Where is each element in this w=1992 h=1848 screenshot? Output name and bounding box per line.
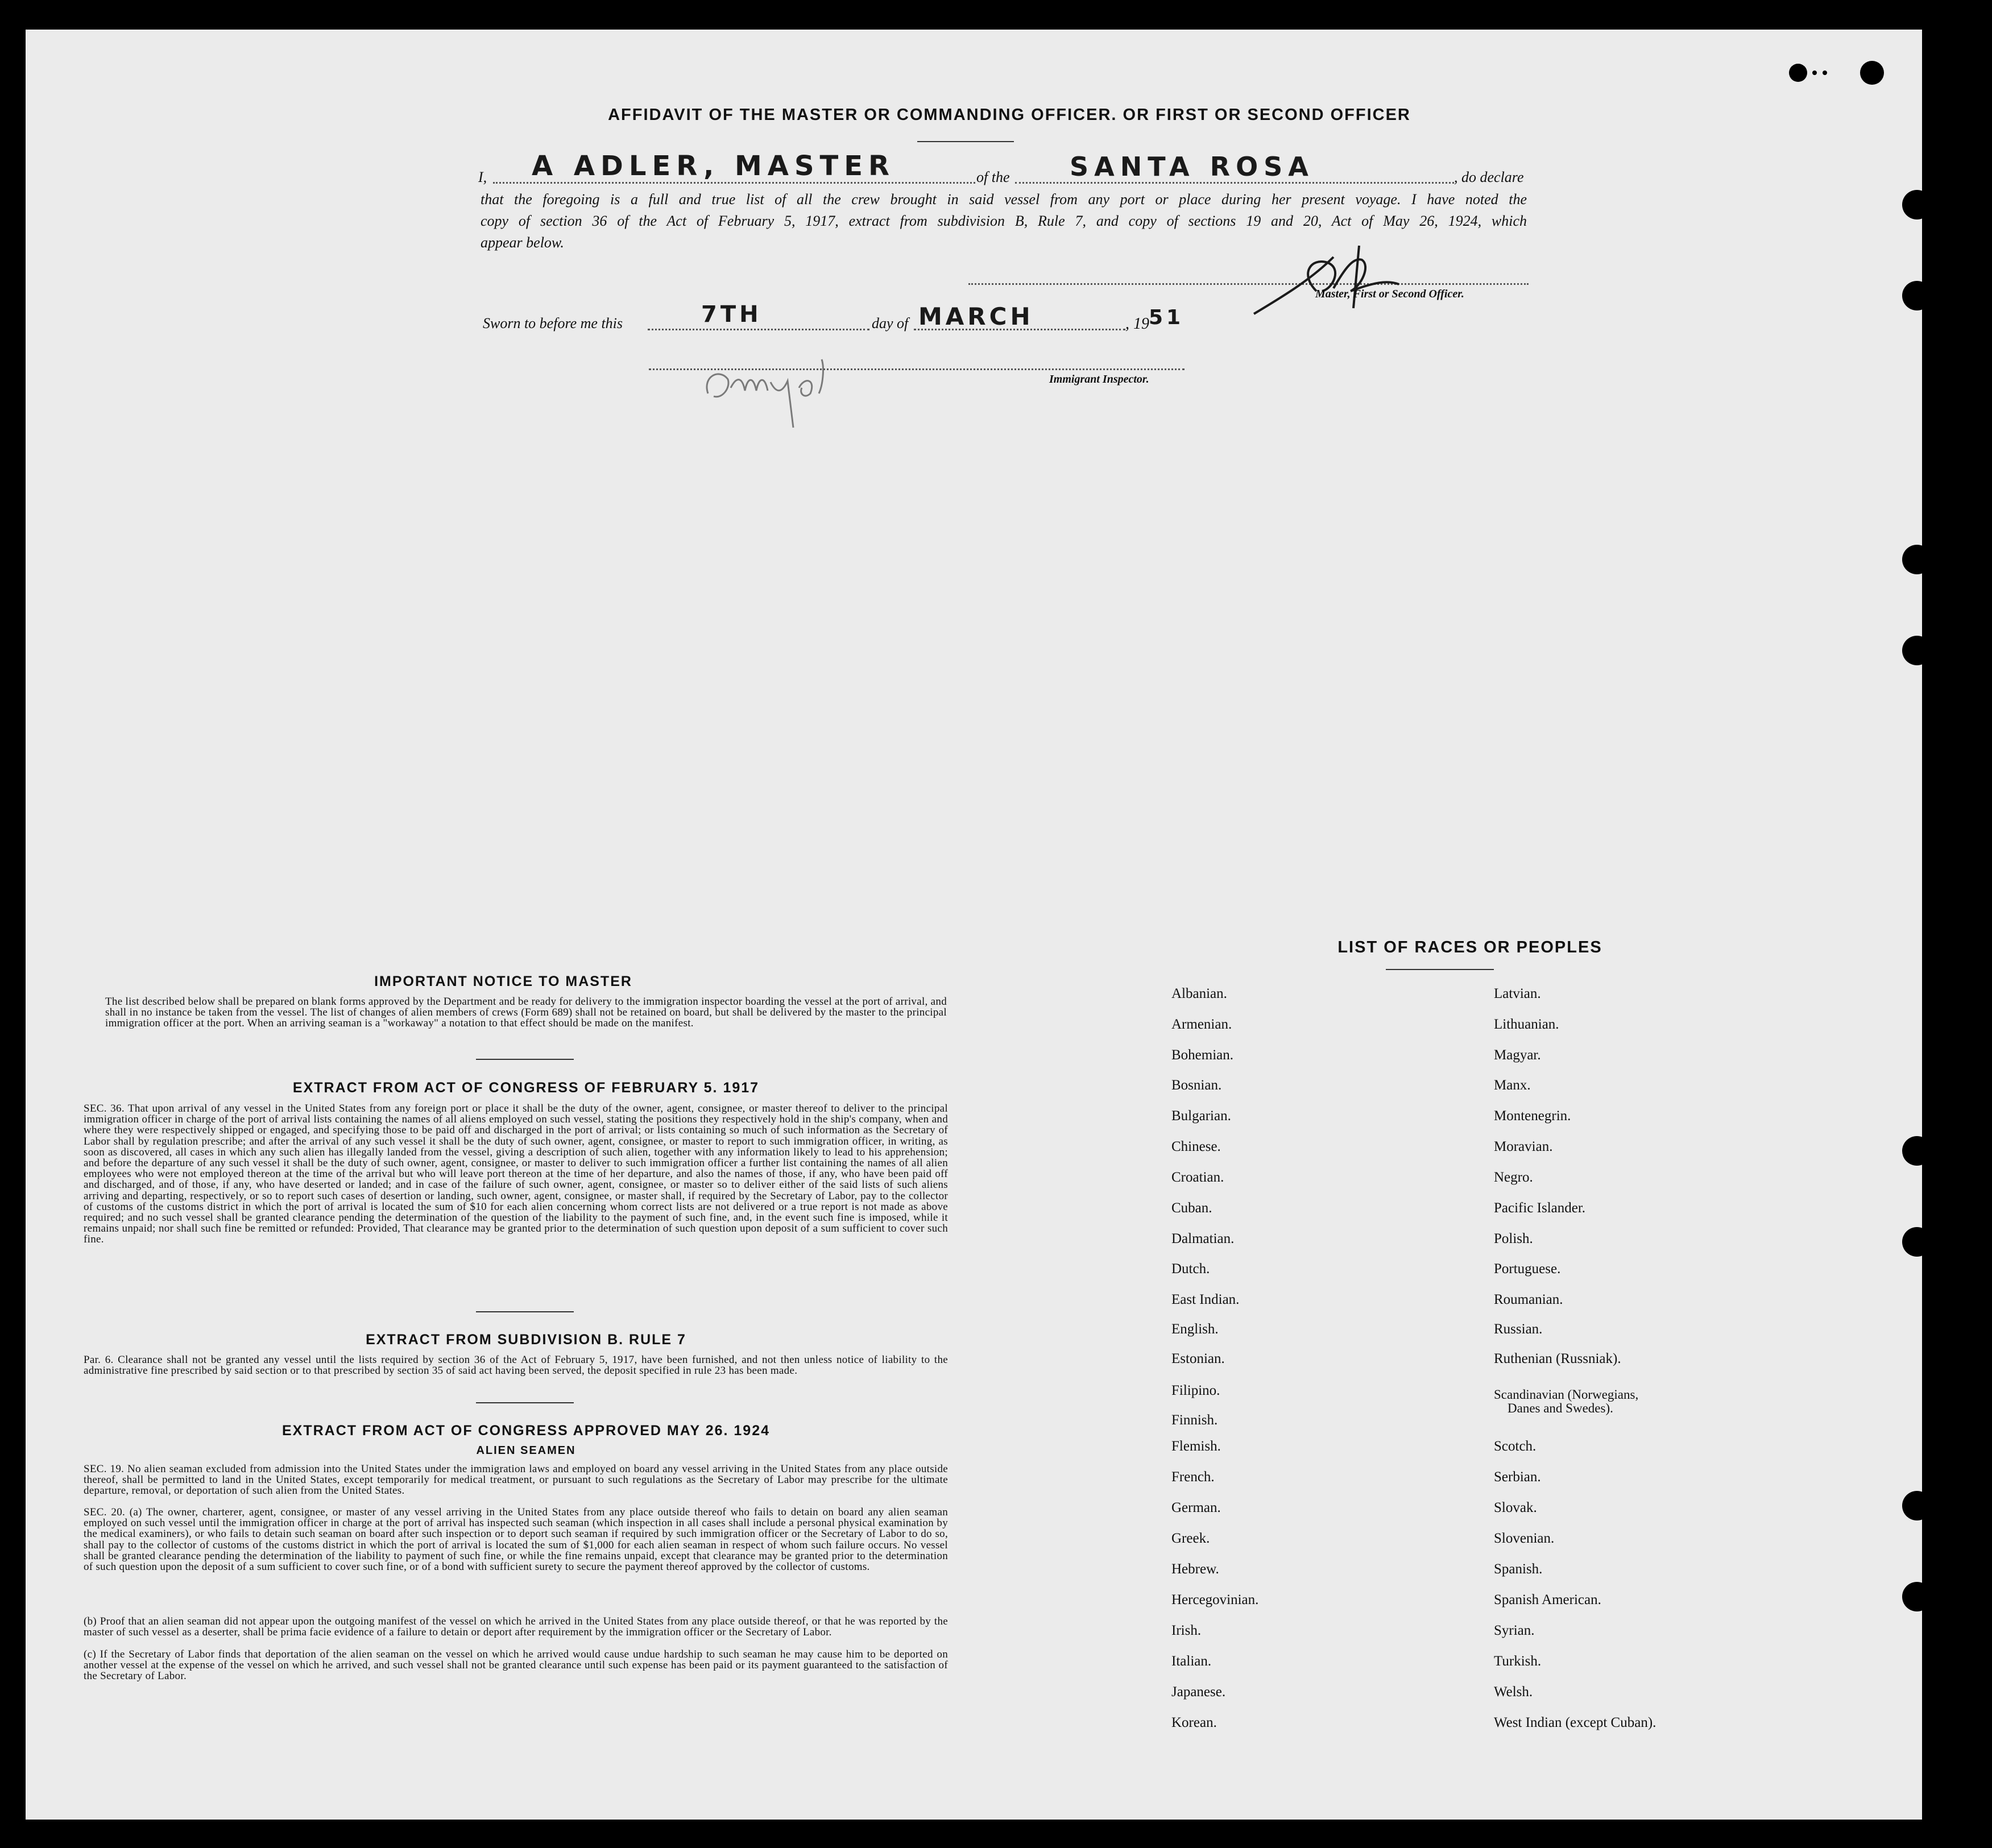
race-item: East Indian.: [1171, 1292, 1240, 1307]
races-title: LIST OF RACES OR PEOPLES: [1337, 938, 1602, 956]
race-item: Bosnian.: [1171, 1078, 1222, 1093]
race-item: Irish.: [1171, 1623, 1202, 1638]
do-declare-label: , do declare: [1454, 169, 1524, 185]
sworn-day-handwritten: 7TH: [701, 301, 762, 328]
master-name-handwritten: A ADLER, MASTER: [532, 150, 895, 182]
extract-1917-title: EXTRACT FROM ACT OF CONGRESS OF FEBRUARY 5. 1917: [292, 1080, 760, 1096]
race-item: Japanese.: [1171, 1684, 1226, 1700]
race-item: Portuguese.: [1494, 1261, 1561, 1277]
divider: [476, 1402, 574, 1403]
master-signature: [1248, 234, 1419, 320]
inspector-caption: Immigrant Inspector.: [1049, 373, 1149, 386]
race-item: Syrian.: [1494, 1623, 1535, 1638]
race-item: Italian.: [1171, 1654, 1212, 1669]
race-item: Scotch.: [1494, 1439, 1537, 1454]
race-item: Filipino.: [1171, 1383, 1220, 1398]
race-item: Albanian.: [1171, 986, 1227, 1001]
section-20b-text: (b) Proof that an alien seaman did not appear upon the outgoing manifest of the vessel on which he arrived in the United States from any place outside thereof, or that he was reported by the master of such vessel as a deserter, shall be prima facie evidence of a failure to detain or deport after requirement by the immigration officer or the Secretary of Labor.: [84, 1615, 948, 1639]
race-item: Slovenian.: [1494, 1531, 1555, 1546]
race-item: Russian.: [1494, 1321, 1543, 1337]
race-item: Chinese.: [1171, 1139, 1221, 1154]
extract-rule7-body: Par. 6. Clearance shall not be granted any vessel until the lists required by section 36 of the Act of February 5, 1917, have been furnished, and not then unless notice of liability to the administrative fine prescribed by said section or to that prescribed by section 35 of said act having been served, the deposit specified in rule 23 has been made.: [84, 1354, 948, 1377]
race-item: French.: [1171, 1469, 1215, 1485]
punch-hole: [1902, 1582, 1932, 1611]
punch-hole: [1902, 1491, 1932, 1520]
race-item: Bulgarian.: [1171, 1108, 1231, 1124]
race-item: Korean.: [1171, 1715, 1217, 1730]
sworn-day-line: [648, 329, 869, 330]
race-item: Roumanian.: [1494, 1292, 1563, 1307]
race-item: Polish.: [1494, 1231, 1533, 1246]
punch-hole: [1902, 636, 1932, 665]
race-item: Slovak.: [1494, 1500, 1537, 1515]
divider: [476, 1311, 574, 1312]
extract-rule7-title: EXTRACT FROM SUBDIVISION B. RULE 7: [366, 1332, 686, 1348]
race-item: Cuban.: [1171, 1200, 1212, 1216]
punch-hole: [1860, 61, 1884, 85]
punch-hole: [1902, 1227, 1932, 1257]
document-sheet: [26, 30, 1922, 1820]
race-item: Spanish.: [1494, 1561, 1543, 1577]
race-item: Hebrew.: [1171, 1561, 1219, 1577]
race-item: Danes and Swedes).: [1508, 1401, 1613, 1415]
punch-hole: [1812, 71, 1817, 75]
year-prefix: , 19: [1125, 315, 1149, 333]
race-item: Lithuanian.: [1494, 1017, 1559, 1032]
inspector-signature: [697, 337, 867, 439]
race-item: German.: [1171, 1500, 1221, 1515]
race-item: Spanish American.: [1494, 1592, 1601, 1607]
race-item: Flemish.: [1171, 1439, 1221, 1454]
race-item: Estonian.: [1171, 1351, 1225, 1366]
section-19-text: SEC. 19. No alien seaman excluded from admission into the United States under the immigration laws and employed on board any vessel arriving in the United States from any place outside thereof, shall be permitted to land in the United States, except temporarily for medical treatment, or pursuant to such regulations as the Secretary of Labor may prescribe for the ultimate departure, removal, or deportation of such alien from the United States.: [84, 1463, 948, 1497]
extract-1924-subtitle: ALIEN SEAMEN: [476, 1444, 576, 1457]
sworn-month-handwritten: MARCH: [918, 303, 1034, 330]
inspector-signature-line: [649, 368, 1185, 370]
race-item: Dalmatian.: [1171, 1231, 1235, 1246]
affidavit-line-1: that the foregoing is a full and true list of all the crew brought in said vessel from any port or place during her present voyage. I have noted the: [481, 191, 1527, 208]
race-item: Hercegovinian.: [1171, 1592, 1259, 1607]
race-item: Welsh.: [1494, 1684, 1533, 1700]
race-item: Serbian.: [1494, 1469, 1541, 1485]
punch-hole: [1902, 1136, 1932, 1166]
race-item: Moravian.: [1494, 1139, 1553, 1154]
race-item: Armenian.: [1171, 1017, 1232, 1032]
sworn-label: Sworn to before me this: [483, 315, 623, 332]
notice-title: IMPORTANT NOTICE TO MASTER: [374, 973, 632, 989]
race-item: Greek.: [1171, 1531, 1210, 1546]
section-20c-text: (c) If the Secretary of Labor finds that deportation of the alien seaman on the vessel on which he arrived would cause undue hardship to such seaman he may cause him to be deported on another vessel at the expense of the vessel on which he arrived, and such vessel shall not be granted clearance until such expense has been paid or its payment guaranteed to the satisfaction of the Secretary of Labor.: [84, 1648, 948, 1683]
race-item: West Indian (except Cuban).: [1494, 1715, 1656, 1730]
vessel-name-handwritten: SANTA ROSA: [1070, 151, 1314, 182]
section-20a-text: SEC. 20. (a) The owner, charterer, agent, consignee, or master of any vessel arriving in the United States from any place outside thereof who fails to detain on board any alien seaman employed on such vessel until the immigration officer in charge at the port of arrival has inspected such seaman (which inspection in all cases shall include a personal physical examination by the medical examiners), or who fails to detain such seaman on board after such inspection or to deport such seaman if required by such immigration officer or the Secretary of Labor to do so, shall pay to the collector of customs of the customs district in which the port of arrival is located the sum of $1,000 for each alien seaman in respect of whom such failure occurs. No vessel shall be granted clearance pending the determination of the liability to payment of such fine, or while the fine remains unpaid, except that clearance may be granted prior to the determination of such question upon the deposit of a sum sufficient to cover such fine, or of a bond with sufficient surety to secure the payment thereof approved by the collector of customs.: [84, 1506, 948, 1573]
race-item: Finnish.: [1171, 1412, 1218, 1428]
race-item: Ruthenian (Russniak).: [1494, 1351, 1621, 1366]
punch-hole: [1902, 281, 1932, 310]
race-item: Bohemian.: [1171, 1047, 1234, 1063]
divider: [917, 141, 1014, 142]
race-item: English.: [1171, 1321, 1219, 1337]
punch-hole: [1789, 64, 1807, 82]
race-item: Latvian.: [1494, 986, 1541, 1001]
race-item: Dutch.: [1171, 1261, 1210, 1277]
race-item: Croatian.: [1171, 1170, 1224, 1185]
race-item: Negro.: [1494, 1170, 1533, 1185]
divider: [476, 1059, 574, 1060]
i-label: I,: [478, 169, 487, 185]
affidavit-line-3: appear below.: [481, 234, 564, 251]
notice-body: The list described below shall be prepared on blank forms approved by the Department and be ready for delivery to the immigration inspector boarding the vessel at the port of arrival, and shall in no instance be taken from the vessel. The list of changes of alien members of crews (Form 689) shall not be retained on board, but shall be delivered by the master to the principal immigration officer at the port. When an arriving seaman is a "workaway" a notation to that effect should be made on the manifest.: [105, 996, 947, 1030]
punch-hole: [1902, 190, 1932, 219]
race-item: Pacific Islander.: [1494, 1200, 1586, 1216]
affidavit-title: AFFIDAVIT OF THE MASTER OR COMMANDING OFFICER. OR FIRST OR SECOND OFFICER: [608, 106, 1411, 124]
extract-1924-title: EXTRACT FROM ACT OF CONGRESS APPROVED MAY 26. 1924: [281, 1423, 771, 1439]
vessel-name-line: [1015, 182, 1454, 184]
punch-hole: [1902, 545, 1932, 574]
divider: [1386, 969, 1494, 970]
year-handwritten: 51: [1149, 306, 1185, 329]
extract-1917-body: SEC. 36. That upon arrival of any vessel in the United States from any foreign port or place it shall be the duty of the owner, agent, consignee, or master thereof to deliver to the principal immigration officer in charge of the port of arrival lists containing the names of all aliens employed on such vessel, stating the positions they respectively hold in the ship's company, when and where they were respectively shipped or engaged, and specifying those to be paid off and discharged in the port of arrival; or lists containing so much of such information as the Secretary of Labor shall by regulation prescribe; and after the arrival of any such vessel it shall be the duty of such owner, agent, consignee, or master to report to such immigration officer, in writing, as soon as discovered, all cases in which any such alien has illegally landed from the vessel, giving a description of such alien, together with any information likely to lead to his apprehension; and before the departure of any such vessel it shall be the duty of such owner, agent, consignee, or master to deliver to such immigration officer a further list containing the names of all alien employees who were not employed thereon at the time of the arrival but who will leave port thereon at the time of her departure, and also the names of those, if any, who have been paid off and discharged, and of those, if any, who have deserted or landed; and in case of the failure of such owner, agent, consignee, or master so to deliver either of the said lists of such aliens arriving and departing, respectively, or so to report such cases of desertion or landing, such owner, agent, consignee, or master shall, if required by the Secretary of Labor, pay to the collector of customs of the customs district in which the port of arrival is located the sum of $10 for each alien concerning whom correct lists are not delivered or a true report is not made as above required; and no such vessel shall be granted clearance pending the determination of the question of the liability to the payment of such fine, and, in the event such fine is imposed, while it remains unpaid; nor shall such fine be remitted or refunded: Provided, That clearance may be granted prior to the determination of such question upon deposit of a sum sufficient to cover such fine.: [84, 1103, 948, 1246]
day-of-label: day of: [872, 315, 909, 332]
race-item: Magyar.: [1494, 1047, 1541, 1063]
signature-caption: Master, First or Second Officer.: [1315, 288, 1464, 300]
punch-hole: [1823, 71, 1827, 75]
race-item: Turkish.: [1494, 1654, 1542, 1669]
master-name-line: [493, 182, 975, 184]
affidavit-line-2: copy of section 36 of the Act of February 5, 1917, extract from subdivision B, Rule 7, and copy of sections 19 and 20, Act of May 26, 1924, which: [481, 213, 1527, 229]
of-the-label: of the: [976, 169, 1010, 185]
race-item: Scandinavian (Norwegians,: [1494, 1387, 1639, 1402]
race-item: Manx.: [1494, 1078, 1531, 1093]
race-item: Montenegrin.: [1494, 1108, 1571, 1124]
